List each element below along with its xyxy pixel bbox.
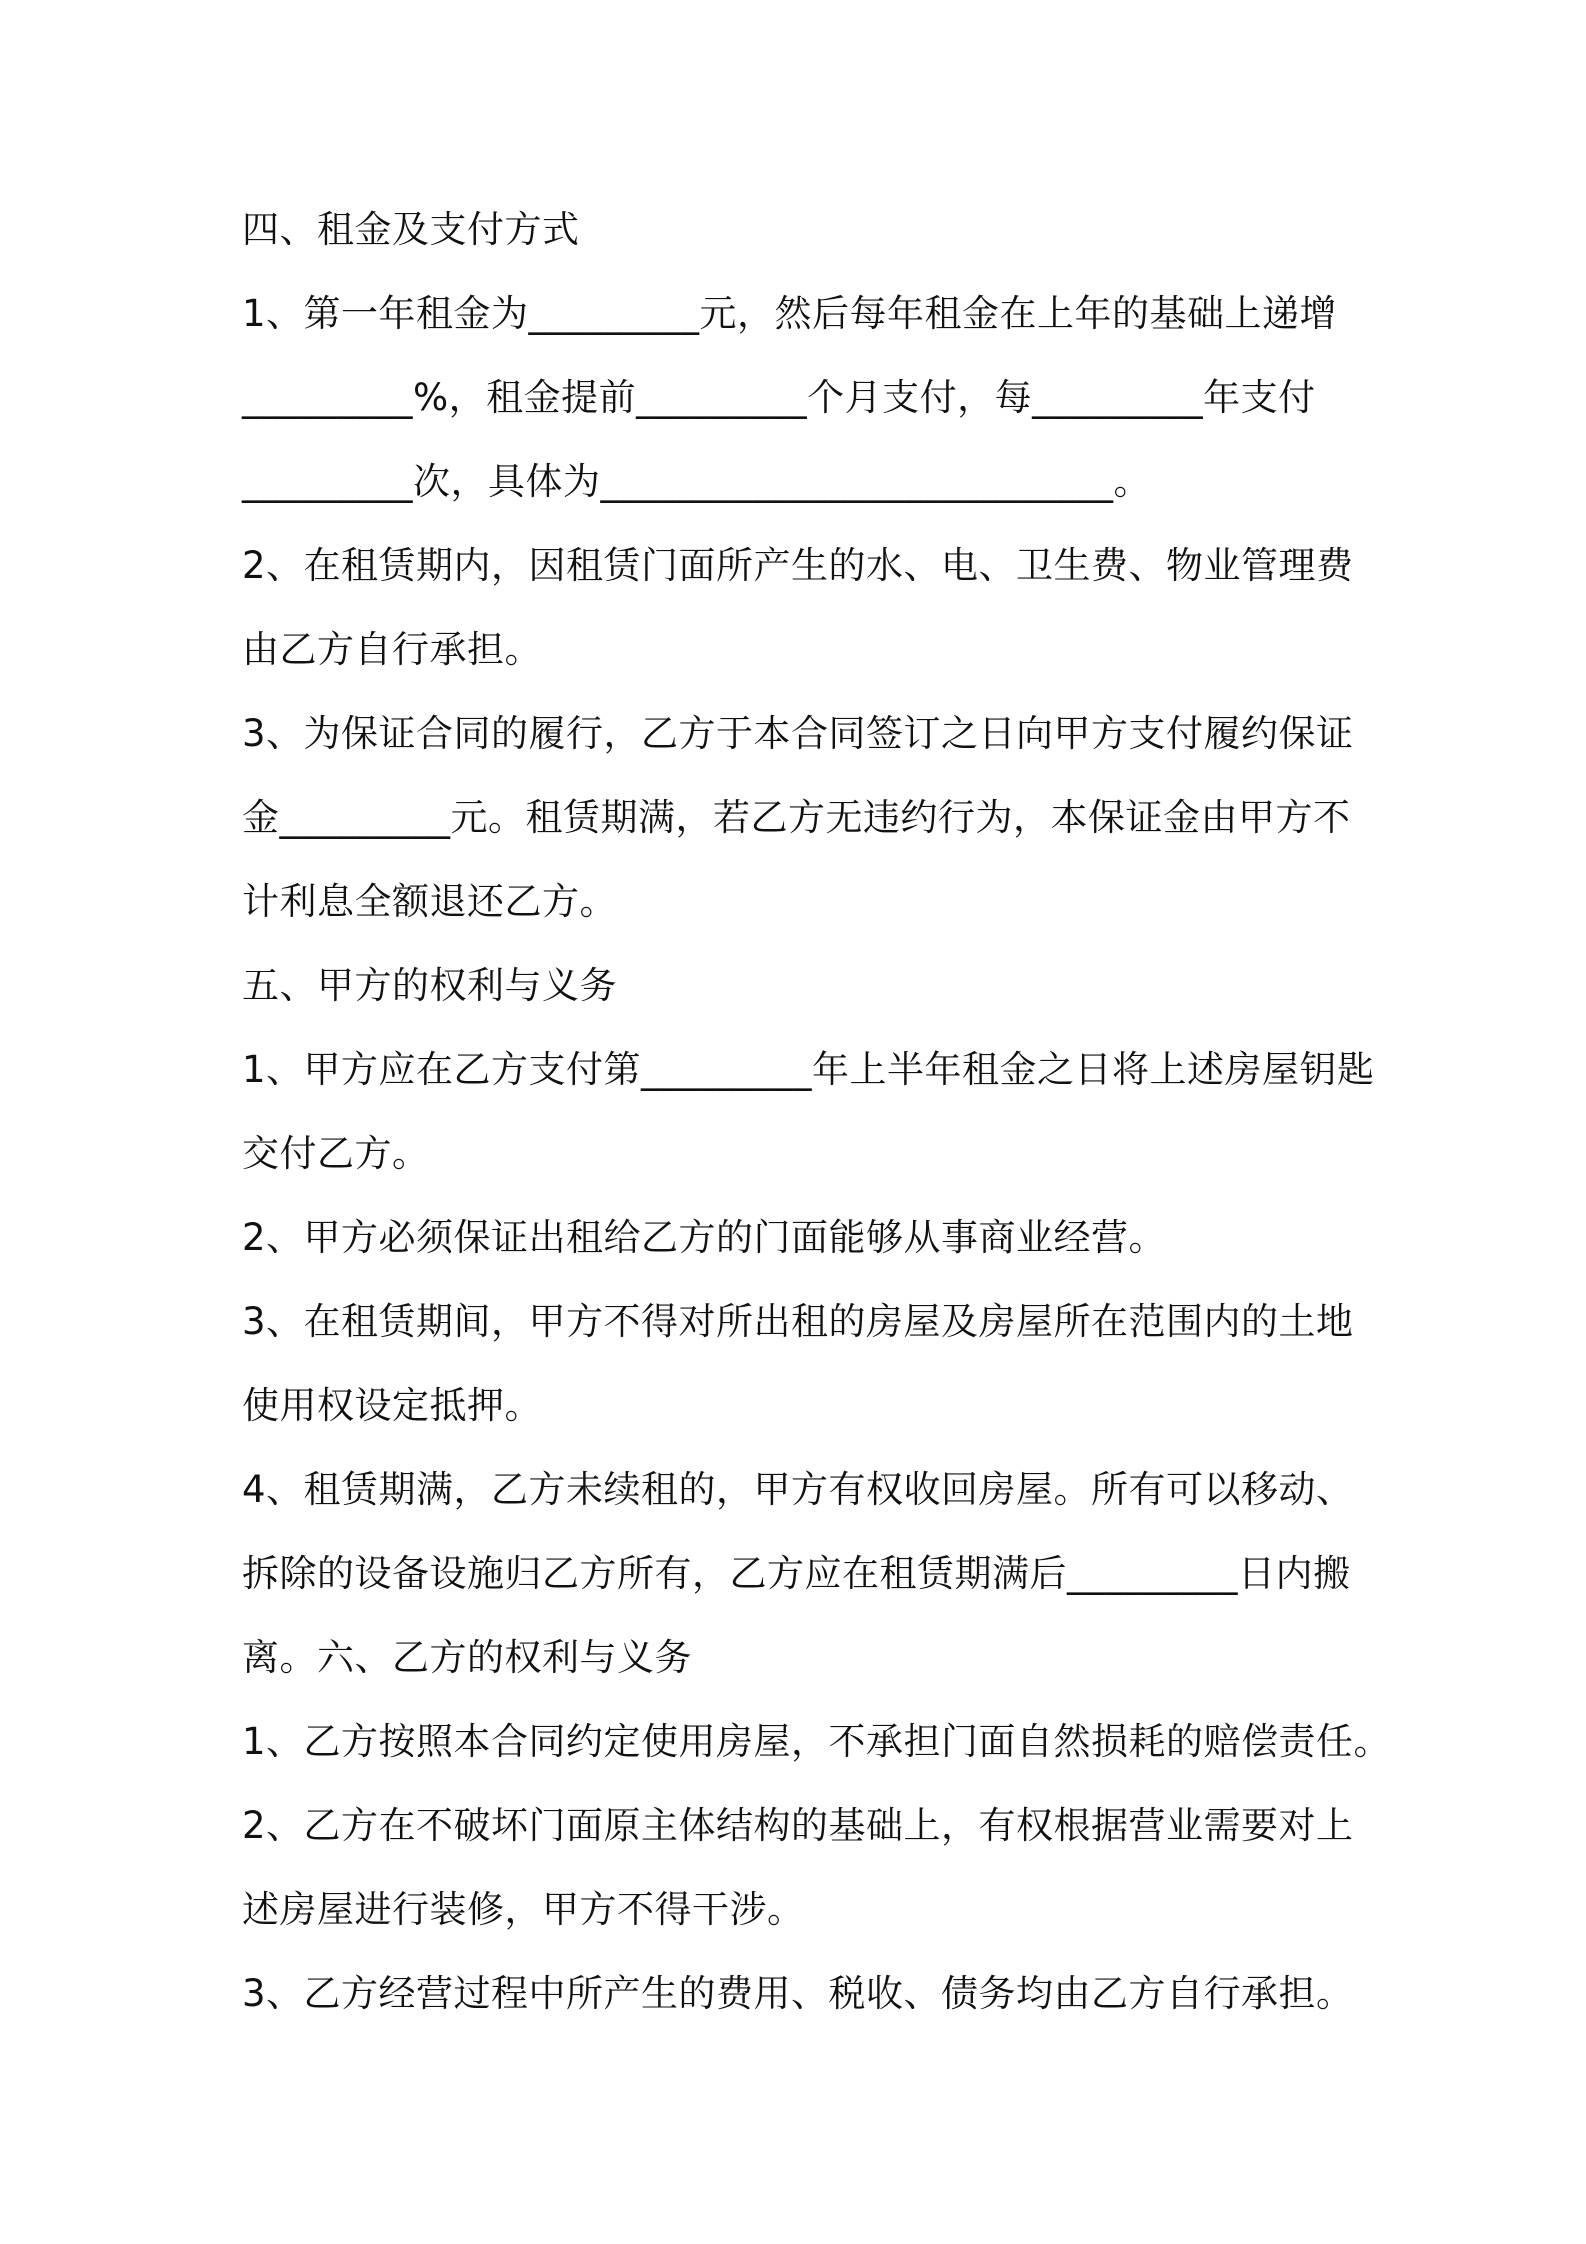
text-line: 述房屋进行装修，甲方不得干涉。 [242,1888,805,1931]
text-line: 2、甲方必须保证出租给乙方的门面能够从事商业经营。 [242,1216,1167,1259]
text-line: 2、乙方在不破坏门面原主体结构的基础上，有权根据营业需要对上 [242,1804,1354,1847]
text-line: 1、甲方应在乙方支付第_________年上半年租金之日将上述房屋钥匙 [242,1048,1375,1091]
text-line: 计利息全额退还乙方。 [242,880,617,923]
text-line: 使用权设定抵押。 [242,1384,542,1427]
text-line: 3、为保证合同的履行，乙方于本合同签订之日向甲方支付履约保证 [242,712,1354,755]
text-line: 1、乙方按照本合同约定使用房屋，不承担门面自然损耗的赔偿责任。 [242,1720,1392,1763]
text-line: 交付乙方。 [242,1132,430,1175]
text-line: 3、乙方经营过程中所产生的费用、税收、债务均由乙方自行承担。 [242,1972,1354,2015]
text-line: 离。六、乙方的权利与义务 [242,1636,692,1679]
text-line: 金_________元。租赁期满，若乙方无违约行为，本保证金由甲方不 [242,796,1351,839]
text-line: _________次，具体为___________________________。 [242,460,1151,503]
text-line: 1、第一年租金为_________元，然后每年租金在上年的基础上递增 [242,292,1338,335]
text-line: _________%，租金提前_________个月支付，每_________年支付 [242,376,1316,419]
text-line: 2、在租赁期内，因租赁门面所产生的水、电、卫生费、物业管理费 [242,544,1354,587]
section-heading-party-a: 五、甲方的权利与义务 [242,964,617,1007]
text-line: 由乙方自行承担。 [242,628,542,671]
text-line: 3、在租赁期间，甲方不得对所出租的房屋及房屋所在范围内的土地 [242,1300,1354,1343]
text-line: 拆除的设备设施归乙方所有，乙方应在租赁期满后_________日内搬 [242,1552,1351,1595]
section-heading-rent-payment: 四、租金及支付方式 [242,208,580,251]
text-line: 4、租赁期满，乙方未续租的，甲方有权收回房屋。所有可以移动、 [242,1468,1354,1511]
